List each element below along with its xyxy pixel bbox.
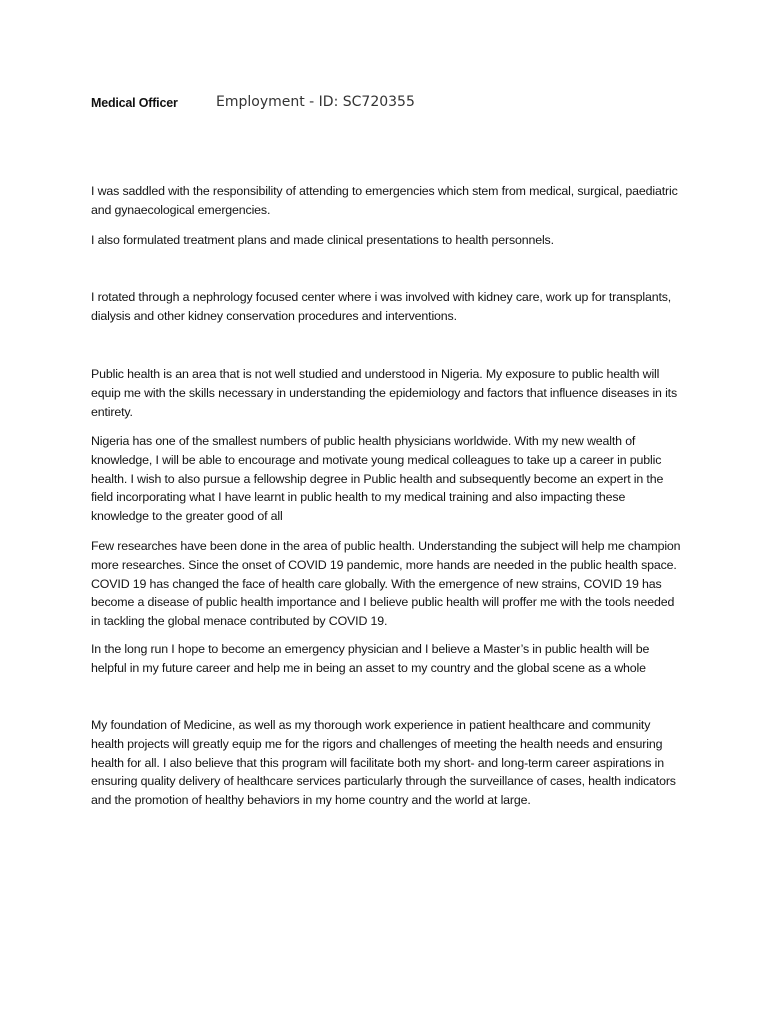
paragraph-physicians-worldwide: Nigeria has one of the smallest numbers of public health physicians worldwide. With my new wealth of knowledge, I will be able to encourage and motivate young medical colleagues to take up a career in public health. I wish to also pursue a fellowship degree in Public health and subsequently become an expert in the field incorporating what I have learnt in public health to my medical training and also impacting these knowledge to the greater good of all xyxy=(91,434,664,524)
paragraph-public-health-nigeria: Public health is an area that is not well studied and understood in Nigeria. My exposure to public health will equip me with the skills necessary in understanding the epidemiology and factors that influence diseases in its entirety. xyxy=(91,367,678,419)
paragraph-covid-research: Few researches have been done in the area of public health. Understanding the subject will help me champion more researches. Since the onset of COVID 19 pandemic, more hands are needed in the public health space. COVID 19 has changed the face of health care globally. With the emergence of new strains, COVID 19 has become a disease of public health importance and I believe public health will proffer me with the tools needed in tackling the global menace contributed by COVID 19. xyxy=(91,539,681,629)
paragraph-nephrology: I rotated through a nephrology focused center where i was involved with kidney care, work up for transplants, dialysis and other kidney conservation procedures and interventions. xyxy=(91,290,672,323)
job-title: Medical Officer xyxy=(91,96,178,110)
employment-id: Employment - ID: SC720355 xyxy=(216,94,415,110)
paragraph-emergencies: I was saddled with the responsibility of attending to emergencies which stem from medical, surgical, paediatric and gynaecological emergencies. xyxy=(91,184,678,217)
paragraph-treatment-plans: I also formulated treatment plans and made clinical presentations to health personnels. xyxy=(91,233,554,247)
paragraph-foundation: My foundation of Medicine, as well as my thorough work experience in patient healthcare and community health projects will greatly equip me for the rigors and challenges of meeting the health needs and ensuring health for all. I also believe that this program will facilitate both my short- and long-term career aspirations in ensuring quality delivery of healthcare services particularly through the surveillance of cases, health indicators and the promotion of healthy behaviors in my home country and the world at large. xyxy=(91,718,676,808)
paragraph-long-run: In the long run I hope to become an emergency physician and I believe a Master’s in public health will be helpful in my future career and help me in being an asset to my country and the global scene as a whole xyxy=(91,642,650,675)
